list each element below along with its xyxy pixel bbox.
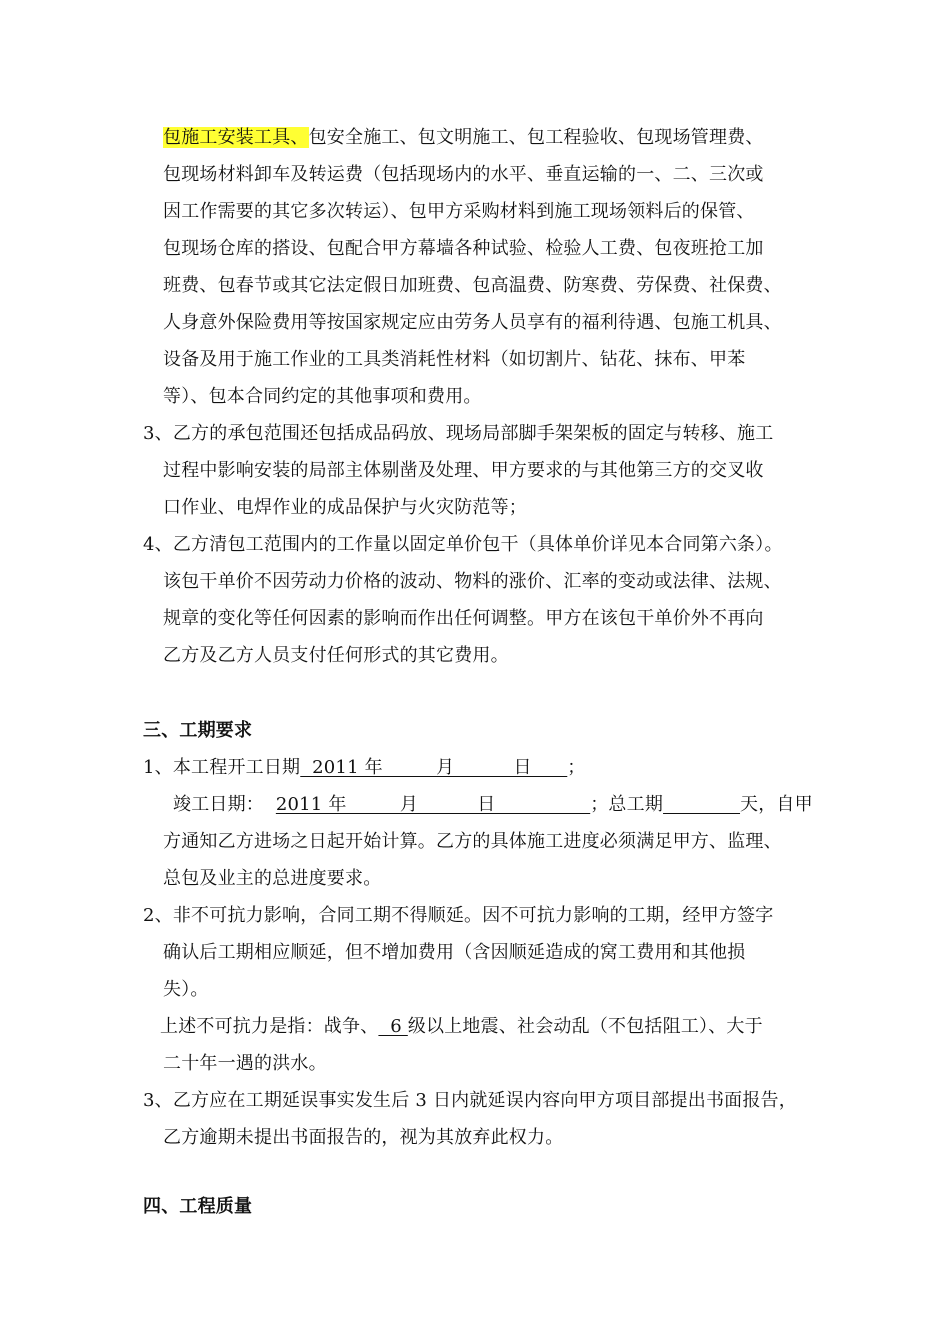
clause2-line-7: 设备及用于施工作业的工具类消耗性材料（如切割片、钻花、抹布、甲苯 xyxy=(163,349,746,370)
clause2-line-8: 等）、包本合同约定的其他事项和费用。 xyxy=(163,386,482,407)
clause2-line-1 xyxy=(163,126,764,150)
clause2-line-3: 因工作需要的其它多次转运）、包甲方采购材料到施工现场领料后的保管、 xyxy=(163,201,755,222)
report-line-1: 3、乙方应在工期延误事实发生后 3 日内就延误内容向甲方项目部提出书面报告， xyxy=(143,1090,797,1111)
clause2-line-4: 包现场仓库的搭设、包配合甲方幕墙各种试验、检验人工费、包夜班抢工加 xyxy=(163,238,764,259)
earthquake-level-field: 6 xyxy=(378,1016,408,1037)
section-heading-schedule: 三、工期要求 xyxy=(143,720,253,741)
clause4-line-4: 乙方及乙方人员支付任何形式的其它费用。 xyxy=(163,645,509,666)
force-majeure-line-1 xyxy=(160,1015,763,1039)
clause3-line-1: 3、乙方的承包范围还包括成品码放、现场局部脚手架架板的固定与转移、施工 xyxy=(143,423,774,444)
section-heading-quality: 四、工程质量 xyxy=(143,1196,253,1217)
force-majeure-line-2: 二十年一遇的洪水。 xyxy=(163,1053,327,1074)
force-majeure-text: 级以上地震、社会动乱（不包括阻工）、大于 xyxy=(407,1016,763,1037)
delay-line-1: 2、非不可抗力影响，合同工期不得顺延。因不可抗力影响的工期，经甲方签字 xyxy=(143,905,774,926)
start-date-line xyxy=(143,756,585,780)
start-date-suffix: ； xyxy=(567,757,586,778)
clause2-line-5: 班费、包春节或其它法定假日加班费、包高温费、防寒费、劳保费、社保费、 xyxy=(163,275,782,296)
clause4-line-2: 该包干单价不因劳动力价格的波动、物料的涨价、汇率的变动或法律、法规、 xyxy=(163,571,782,592)
schedule-line-3: 方通知乙方进场之日起开始计算。乙方的具体施工进度必须满足甲方、监理、 xyxy=(163,831,782,852)
end-date-field: 2011 年 月 日 xyxy=(275,794,591,815)
start-date-label: 1、本工程开工日期 xyxy=(143,757,301,778)
clause4-line-1: 4、乙方清包工范围内的工作量以固定单价包干（具体单价详见本合同第六条）。 xyxy=(143,534,783,555)
clause4-line-3: 规章的变化等任何因素的影响而作出任何调整。甲方在该包干单价外不再向 xyxy=(163,608,764,629)
end-date-label: 竣工日期： xyxy=(173,794,276,815)
total-duration-field xyxy=(663,794,740,815)
end-date-line xyxy=(173,793,813,817)
total-duration-label: ；总工期 xyxy=(590,794,664,815)
force-majeure-label: 上述不可抗力是指：战争、 xyxy=(160,1016,379,1037)
delay-line-2: 确认后工期相应顺延，但不增加费用（含因顺延造成的窝工费用和其他损 xyxy=(163,942,746,963)
clause2-line-2: 包现场材料卸车及转运费（包括现场内的水平、垂直运输的一、二、三次或 xyxy=(163,164,764,185)
clause2-line-6: 人身意外保险费用等按国家规定应由劳务人员享有的福利待遇、包施工机具、 xyxy=(163,312,782,333)
delay-line-3: 失）。 xyxy=(163,979,209,1000)
report-line-2: 乙方逾期未提出书面报告的，视为其放弃此权力。 xyxy=(163,1127,564,1148)
clause3-line-3: 口作业、电焊作业的成品保护与火灾防范等； xyxy=(163,497,527,518)
clause3-line-2: 过程中影响安装的局部主体剔凿及处理、甲方要求的与其他第三方的交叉收 xyxy=(163,460,764,481)
start-date-field: 2011 年 月 日 xyxy=(300,757,568,778)
highlighted-text: 包施工安装工具、 xyxy=(163,127,309,148)
end-date-line-suffix: 天，自甲 xyxy=(740,794,813,815)
clause2-line-1-text: 包安全施工、包文明施工、包工程验收、包现场管理费、 xyxy=(308,127,764,148)
schedule-line-4: 总包及业主的总进度要求。 xyxy=(163,868,382,889)
